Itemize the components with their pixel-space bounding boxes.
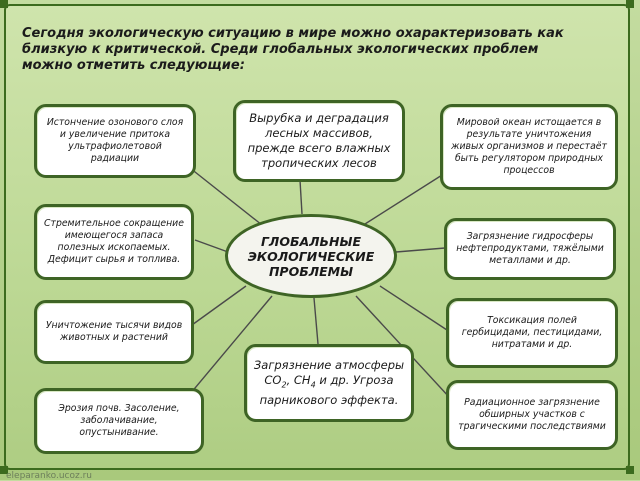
problem-text: Истончение озонового слоя и увеличение притока ультрафиолетовой радиации — [46, 117, 184, 164]
problem-text: Эрозия почв. Засоление, заболачивание, опустынивание. — [58, 403, 180, 438]
atmosphere-text-mid: , CH — [286, 373, 311, 388]
problem-text — [253, 358, 405, 407]
problem-text: Радиационное загрязнение обширных участков с трагическими последствиями — [458, 397, 606, 432]
connector-line — [396, 248, 445, 252]
problem-text: Вырубка и деградация лесных массивов, прежде всего влажных тропических лесов — [247, 111, 391, 170]
center-label: ГЛОБАЛЬНЫЕ ЭКОЛОГИЧЕСКИЕ ПРОБЛЕМЫ — [247, 233, 375, 279]
problem-box-resources — [34, 204, 194, 280]
problem-box-hydrosphere — [444, 218, 616, 280]
problem-box-ozone — [34, 104, 196, 178]
problem-box-ocean — [440, 104, 618, 190]
problem-text: Стремительное сокращение имеющегося запаса полезных ископаемых. Дефицит сырья и топлива. — [44, 218, 184, 265]
footer-watermark: eleparanko.ucoz.ru — [6, 471, 92, 481]
problem-box-species — [34, 300, 194, 364]
atmosphere-text-post: и др. Угроза парникового эффекта. — [259, 373, 399, 407]
connector-line — [380, 286, 447, 330]
intro-text: Сегодня экологическую ситуацию в мире можно охарактеризовать как близкую к критической. Среди глобальных экологических проблем можно отметить следующие: — [22, 26, 564, 73]
problem-text: Уничтожение тысячи видов животных и растений — [45, 320, 183, 343]
problem-box-radiation — [446, 380, 618, 450]
atmosphere-text-pre: Загрязнение атмосферы CO — [253, 358, 405, 388]
central-node — [225, 214, 397, 298]
connector-line — [195, 240, 228, 252]
problem-text: Загрязнение гидросферы нефтепродуктами, тяжёлыми металлами и др. — [456, 231, 604, 266]
connector-line — [300, 180, 302, 214]
problem-box-soil — [34, 388, 204, 454]
problem-box-atmosphere — [244, 344, 414, 422]
problem-text: Токсикация полей гербицидами, пестицидами, нитратами и др. — [461, 315, 603, 350]
problem-box-toxication — [446, 298, 618, 368]
ch4-subscript: 4 — [310, 380, 316, 390]
problem-text: Мировой океан истощается в результате уничтожения живых организмов и перестаёт быть регулятором природных процессов — [451, 117, 607, 176]
connector-line — [314, 298, 318, 344]
connector-line — [185, 286, 246, 330]
problem-box-forests — [233, 100, 405, 182]
co2-subscript: 2 — [281, 380, 287, 390]
